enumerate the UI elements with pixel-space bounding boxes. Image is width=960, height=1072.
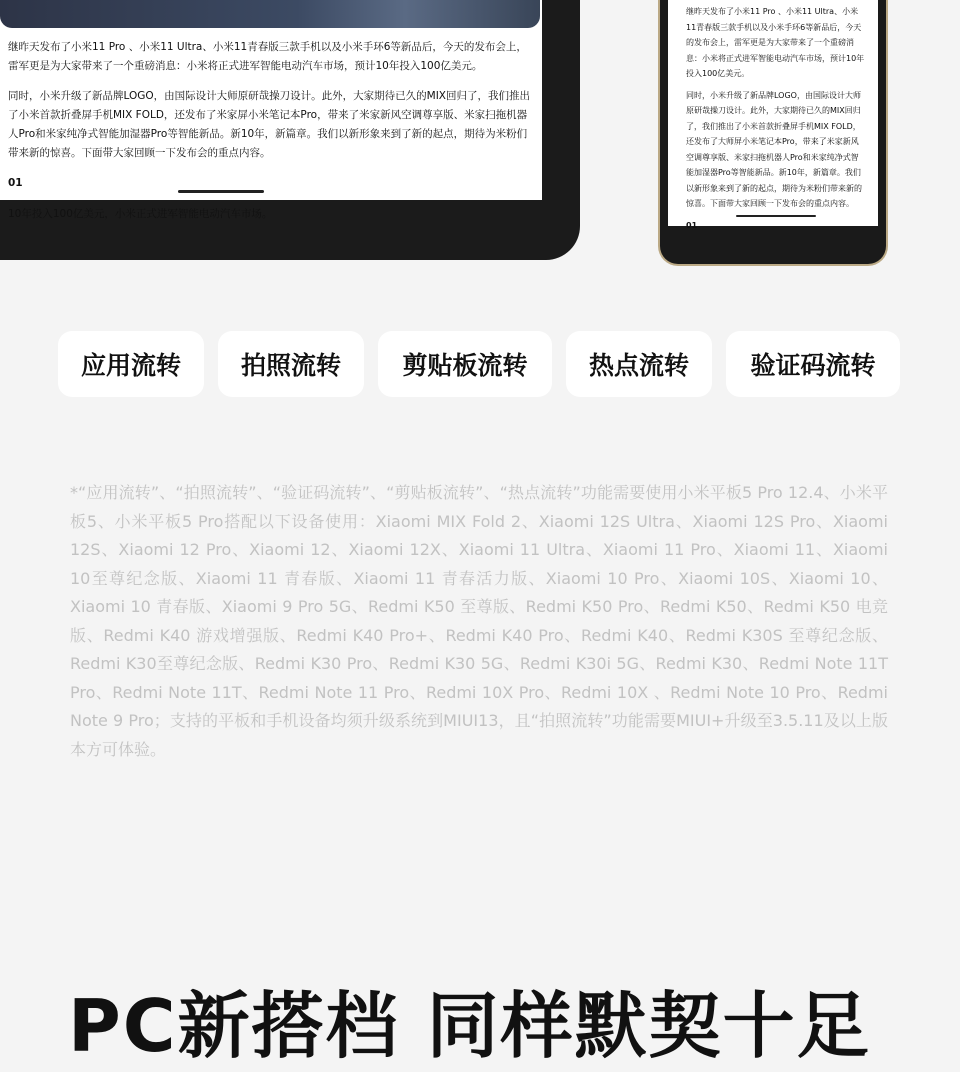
tablet-paragraph-2: 同时，小米升级了新品牌LOGO，由国际设计大师原研哉操刀设计。此外，大家期待已久的MIX回归了，我们推出了小米首款折叠屏手机MIX FOLD，还发布了米家屏小米笔记本Pro，带来了米家新风空调尊享版、米家扫拖机器人Pro和米家纯净式智能加湿器Pro等智能新品。新10年，新篇章。我们以新形象来到了新的起点，期待为米粉们带来新的惊喜。下面带大家回顾一下发布会的重点内容。 [8,90,530,159]
feature-hotspot-relay: 热点流转 [566,331,712,397]
tablet-section-number: 01 [8,177,23,189]
phone-paragraph-1: 继昨天发布了小米11 Pro 、小米11 Ultra、小米11青春版三款手机以及小米手环6等新品后，今天的发布会上，雷军更是为大家带来了一个重磅消息：小米将正式进军智能电动汽车市场，预计10年投入100亿美元。 [686,7,865,78]
phone-screen [668,0,878,230]
compatibility-footnote: *“应用流转”、“拍照流转”、“验证码流转”、“剪贴板流转”、“热点流转”功能需要使用小米平板5 Pro 12.4、小米平板5、小米平板5 Pro搭配以下设备使用：Xiaomi MIX Fold 2、Xiaomi 12S Ultra、Xiaomi 12S Pro、Xiaomi 12S、Xiaomi 12 Pro、Xiaomi 12、Xiaomi 12X、Xiaomi 11 Ultra、Xiaomi 11 Pro、Xiaomi 11、Xiaomi 10至尊纪念版、Xiaomi 11 青春版、Xiaomi 11 青春活力版、Xiaomi 10 Pro、Xiaomi 10S、Xiaomi 10、Xiaomi 10 青春版、Xiaomi 9 Pro 5G、Redmi K50 至尊版、Redmi K50 Pro、Redmi K50、Redmi K50 电竞版、Redmi K40 游戏增强版、Redmi K40 Pro+、Redmi K40 Pro、Redmi K40、Redmi K30S 至尊纪念版、Redmi K30至尊纪念版、Redmi K30 Pro、Redmi K30 5G、Redmi K30i 5G、Redmi K30、Redmi Note 11T Pro、Redmi Note 11T、Redmi Note 11 Pro、Redmi 10X Pro、Redmi 10X 、Redmi Note 10 Pro、Redmi Note 9 Pro；支持的平板和手机设备均须升级系统到MIUI13，且“拍照流转”功能需要MIUI+升级至3.5.11及以上版本方可体验。 [70,483,888,759]
feature-list [58,331,900,397]
section-headline: PC新搭档 同样默契十足 [68,984,871,1068]
tablet-paragraph-1: 继昨天发布了小米11 Pro 、小米11 Ultra、小米11青春版三款手机以及小米手环6等新品后，今天的发布会上，雷军更是为大家带来了一个重磅消息：小米将正式进军智能电动汽车市场，预计10年投入100亿美元。 [8,41,527,72]
phone-paragraph-2: 同时，小米升级了新品牌LOGO，由国际设计大师原研哉操刀设计。此外，大家期待已久的MIX回归了，我们推出了小米首款折叠屏手机MIX FOLD，还发布了大师屏小米笔记本Pro，带来了米家新风空调尊享版、米家扫拖机器人Pro和米家纯净式智能加湿器Pro等智能新品。新10年，新篇章。我们以新形象来到了新的起点，期待为米粉们带来新的惊喜。下面带大家回顾一下发布会的重点内容。 [686,90,862,208]
phone-device [660,0,886,264]
feature-photo-relay: 拍照流转 [218,331,364,397]
home-indicator [736,215,816,217]
feature-code-relay: 验证码流转 [726,331,900,397]
phone-section-number: 01 [686,220,698,230]
feature-app-relay: 应用流转 [58,331,204,397]
tablet-screen [0,0,542,220]
tablet-article [8,38,536,235]
home-indicator [178,190,264,193]
feature-clipboard-relay: 剪贴板流转 [378,331,552,397]
phone-article [686,4,866,233]
tablet-section-text: 10年投入100亿美元，小米正式进军智能电动汽车市场。 [8,208,273,220]
article-banner-image [0,0,540,28]
tablet-device [0,0,580,260]
